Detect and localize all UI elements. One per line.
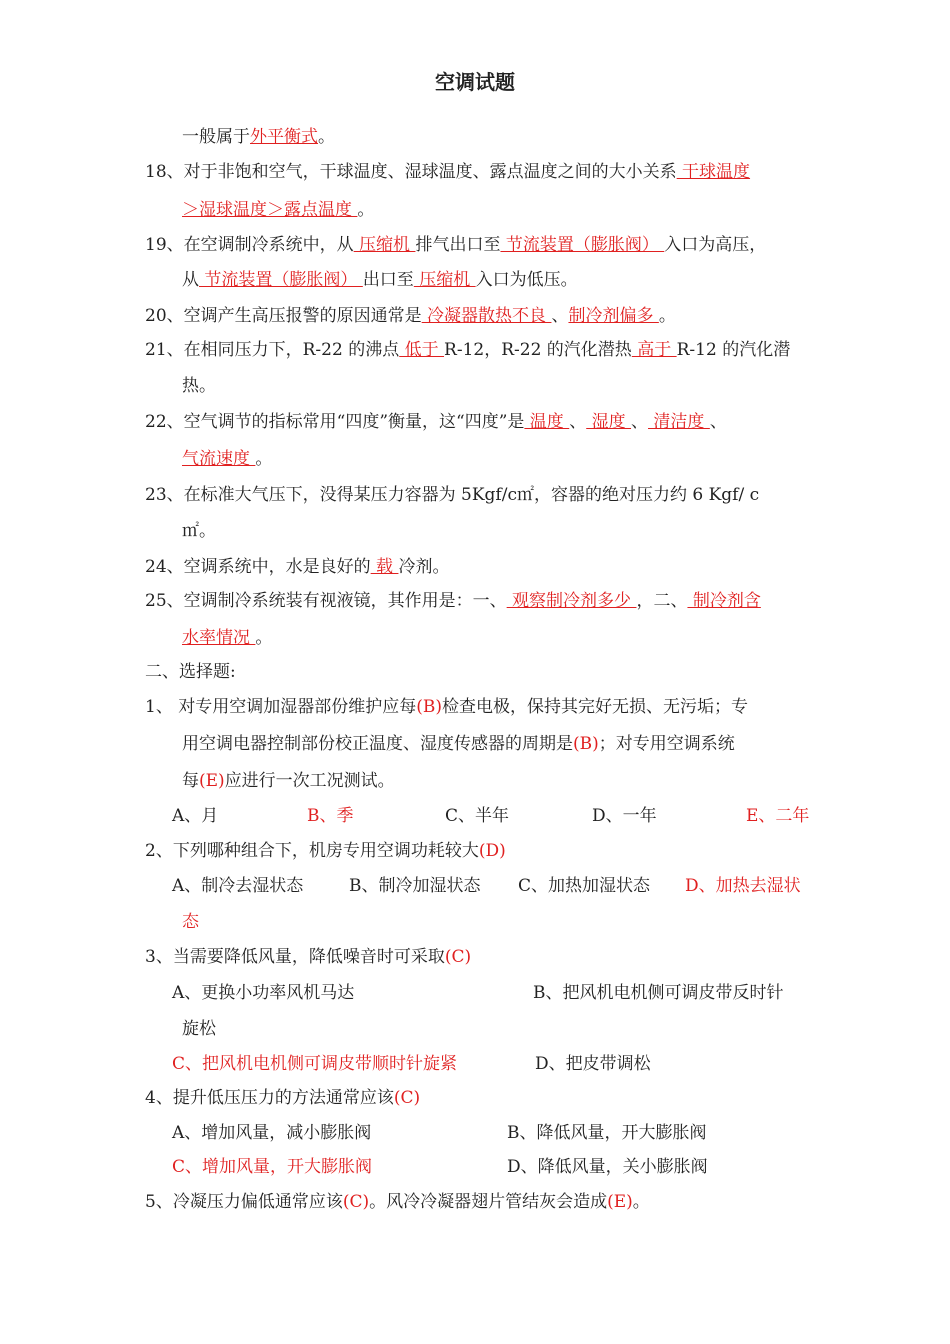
option-a: A、月 xyxy=(172,806,219,826)
page-title: 空调试题 xyxy=(435,70,515,94)
option-b: B、降低风量，开大膨胀阀 xyxy=(507,1123,707,1143)
option-c: C、加热加湿状态 xyxy=(518,876,651,896)
choice-2: 2、下列哪种组合下，机房专用空调功耗较大(D) xyxy=(145,841,506,861)
choice-1: 1、 对专用空调加湿器部份维护应每(B)检查电极，保持其完好无损、无污垢；专 xyxy=(145,697,748,717)
answer-blank: 压缩机 xyxy=(353,235,416,255)
option-d-wrap: 态 xyxy=(182,912,199,932)
answer-blank: 气流速度 xyxy=(182,449,256,469)
choice-1-cont: 用空调电器控制部份校正温度、湿度传感器的周期是(B)；对专用空调系统 xyxy=(182,734,735,754)
option-d: D、一年 xyxy=(592,806,657,826)
option-a: A、制冷去湿状态 xyxy=(172,876,304,896)
question-25-cont: 水率情况 。 xyxy=(182,628,273,648)
answer-blank: 高于 xyxy=(631,340,677,360)
answer-blank: 节流装置（膨胀阀） xyxy=(199,270,363,290)
option-e: E、二年 xyxy=(746,806,810,826)
question-21-cont: 热。 xyxy=(182,376,216,396)
answer-blank: 干球温度 xyxy=(676,162,751,182)
option-d: D、把皮带调松 xyxy=(535,1054,651,1074)
question-19-cont: 从 节流装置（膨胀阀） 出口至 压缩机 入口为低压。 xyxy=(182,270,578,290)
answer-blank: 节流装置（膨胀阀） xyxy=(500,235,665,255)
answer-blank: 制冷剂含 xyxy=(687,591,761,611)
option-a: A、增加风量，减小膨胀阀 xyxy=(172,1123,372,1143)
answer-choice: (B) xyxy=(573,734,599,754)
answer-blank: 低于 xyxy=(399,340,445,360)
option-b: B、制冷加湿状态 xyxy=(349,876,481,896)
question-20: 20、空调产生高压报警的原因通常是 冷凝器散热不良 、制冷剂偏多 。 xyxy=(145,306,676,326)
option-d: D、降低风量，关小膨胀阀 xyxy=(507,1157,708,1177)
answer-blank: 冷凝器散热不良 xyxy=(421,306,552,326)
option-b: B、把风机电机侧可调皮带反时针 xyxy=(533,983,784,1003)
answer-choice: (C) xyxy=(393,1088,421,1108)
option-d: D、加热去湿状 xyxy=(685,876,801,896)
answer-blank: 清洁度 xyxy=(648,412,710,432)
answer-choice: (C) xyxy=(444,947,472,967)
answer-blank: 压缩机 xyxy=(413,270,476,290)
answer-choice: (E) xyxy=(607,1192,633,1212)
answer-choice: (E) xyxy=(199,771,225,791)
choice-3: 3、当需要降低风量，降低噪音时可采取(C) xyxy=(145,947,472,967)
question-25: 25、空调制冷系统装有视液镜，其作用是：一、 观察制冷剂多少 ，二、 制冷剂含 xyxy=(145,591,761,611)
section-heading: 二、选择题: xyxy=(145,662,236,682)
answer-blank: 制冷剂偏多 xyxy=(568,306,659,326)
option-c: C、把风机电机侧可调皮带顺时针旋紧 xyxy=(172,1054,458,1074)
question-19: 19、在空调制冷系统中，从 压缩机 排气出口至 节流装置（膨胀阀） 入口为高压， xyxy=(145,235,767,255)
option-b: B、季 xyxy=(307,806,354,826)
option-a: A、更换小功率风机马达 xyxy=(172,983,355,1003)
question-18: 18、对于非饱和空气，干球温度、湿球温度、露点温度之间的大小关系 干球温度 xyxy=(145,162,751,182)
answer-blank: 水率情况 xyxy=(182,628,256,648)
question-23: 23、在标准大气压下，没得某压力容器为 5Kgf/c㎡，容器的绝对压力约 6 Kgf/ c xyxy=(145,485,760,505)
answer-blank: ＞湿球温度＞露点温度 xyxy=(182,200,358,220)
choice-5: 5、冷凝压力偏低通常应该(C)。风冷冷凝器翅片管结灰会造成(E)。 xyxy=(145,1192,650,1212)
answer-blank: 载 xyxy=(370,557,399,577)
answer-blank: 温度 xyxy=(524,412,570,432)
option-c: C、增加风量，开大膨胀阀 xyxy=(172,1157,373,1177)
question-24: 24、空调系统中，水是良好的 载 冷剂。 xyxy=(145,557,450,577)
question-22: 22、空气调节的指标常用“四度”衡量，这“四度”是 温度 、 湿度 、 清洁度 、 xyxy=(145,412,727,432)
fill-line-0: 一般属于外平衡式。 xyxy=(182,127,335,147)
choice-1-cont2: 每(E)应进行一次工况测试。 xyxy=(182,771,395,791)
option-c: C、半年 xyxy=(445,806,510,826)
question-22-cont: 气流速度 。 xyxy=(182,449,273,469)
answer-blank: 湿度 xyxy=(586,412,632,432)
answer-blank: 观察制冷剂多少 xyxy=(506,591,637,611)
answer-choice: (B) xyxy=(416,697,442,717)
question-23-cont: ㎡。 xyxy=(182,521,216,541)
answer-blank: 外平衡式 xyxy=(250,127,318,147)
answer-choice: (D) xyxy=(478,841,506,861)
answer-choice: (C) xyxy=(342,1192,370,1212)
option-b-wrap: 旋松 xyxy=(182,1019,216,1039)
choice-4: 4、提升低压压力的方法通常应该(C) xyxy=(145,1088,421,1108)
question-21: 21、在相同压力下，R-22 的沸点 低于 R-12，R-22 的汽化潜热 高于 R-12 的汽化潜 xyxy=(145,340,791,360)
question-18-cont: ＞湿球温度＞露点温度 。 xyxy=(182,200,375,220)
